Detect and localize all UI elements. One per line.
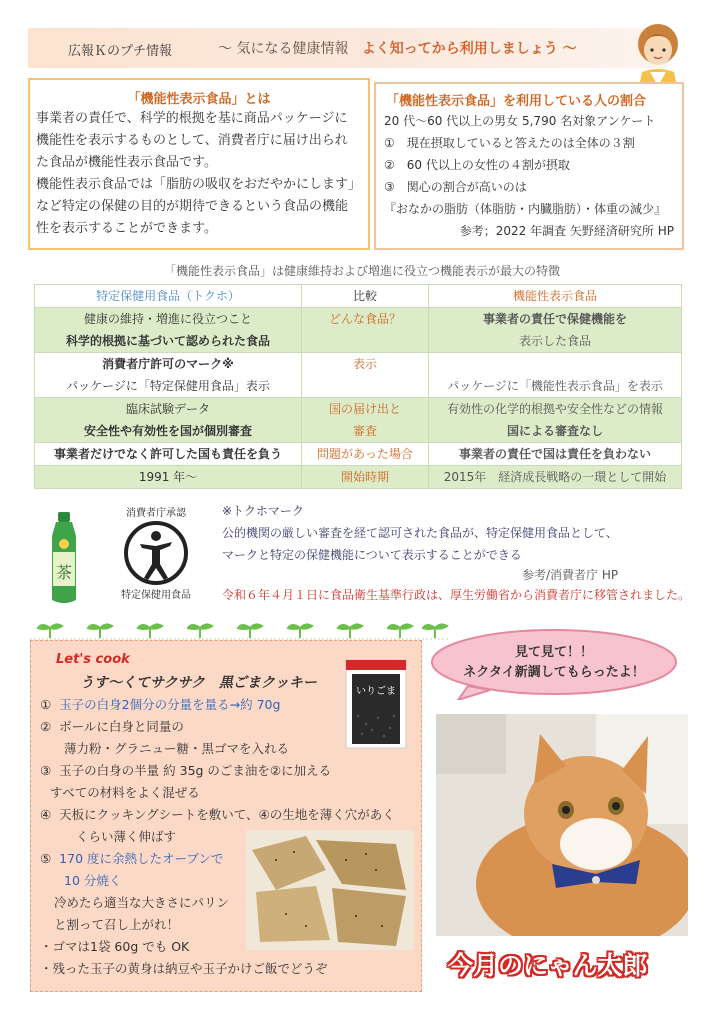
definition-line: 機能性表示食品では「脂肪の吸収をおだやかにします」 — [36, 177, 362, 192]
definition-line: 事業者の責任で、科学的根拠を基に商品パッケージに — [36, 111, 348, 126]
recipe-note: ・残った玉子の黄身は納豆や玉子かけご飯でどうぞ — [40, 961, 328, 976]
bubble-line-1: 見て見て！！ — [514, 645, 594, 660]
cookie-photo — [246, 830, 414, 950]
cell-tokuho: 消費者庁許可のマーク※ パッケージに「特定保健用食品」表示 — [35, 353, 302, 398]
definition-line: 性を表示することができます。 — [36, 221, 217, 236]
recipe-tail: 冷めたら適当な大きさにパリン — [54, 895, 230, 910]
definition-line: 機能性を表示するものとして、消費者庁に届け出られ — [36, 133, 348, 148]
cat-photo — [436, 714, 688, 936]
recipe-step-2-cont: 薄力粉・グラニュー糖・黒ゴマを入れる — [64, 741, 290, 756]
table-header-row — [35, 285, 682, 308]
table-row — [35, 353, 682, 398]
banner-headline-b: よく知ってから利用しましょう ～ — [361, 41, 577, 57]
recipe-step-2: ② ボールに白身と同量の — [40, 719, 184, 734]
usage-line: ③ 関心の割合が高いのは — [384, 180, 527, 194]
recipe-step-5: ⑤ 170 度に余熱したオーブンで — [40, 851, 224, 866]
cell-compare: 問題があった場合 — [302, 443, 429, 466]
bottle-label: 茶 — [55, 563, 73, 582]
recipe-step-4: ④ 天板にクッキングシートを敷いて、④の生地を薄く穴があく — [40, 807, 395, 822]
recipe-step-5-cont: 10 分焼く — [64, 873, 122, 888]
table-row — [35, 308, 682, 353]
recipe-step-3: ③ 玉子の白身の半量 約 35g のごま油を②に加える — [40, 763, 332, 778]
cat-corner-title: 今月のにゃん太郎 — [448, 951, 648, 980]
definition-line: など特定の保健の目的が期待できるという食品の機能 — [36, 199, 349, 214]
tokuho-reference: 参考/消費者庁 HP — [522, 568, 619, 582]
mark-bottom-text: 特定保健用食品 — [121, 590, 191, 600]
banner-headline-a: ～ 気になる健康情報 — [218, 41, 349, 57]
cell-compare: 国の届け出と 審査 — [302, 398, 429, 443]
usage-line: 20 代～60 代以上の男女 5,790 名対象アンケート — [384, 114, 656, 128]
cell-functional: 2015年 経済成長戦略の一環として開始 — [429, 466, 682, 489]
bubble-line-2: ネクタイ新調してもらったよ！ — [463, 665, 645, 680]
cell-tokuho: 1991 年～ — [35, 466, 302, 489]
cell-compare: 開始時期 — [302, 466, 429, 489]
tea-bottle-icon — [44, 512, 84, 604]
usage-line: 『おなかの脂肪（体脂肪・内臓脂肪）・体重の減少』 — [384, 202, 667, 216]
transfer-notice: 令和６年４月１日に食品衛生基準行政は、厚生労働省から消費者庁に移管されました。 — [222, 588, 691, 602]
speech-bubble — [428, 628, 680, 700]
banner-label: 広報Ｋのプチ情報 — [68, 44, 173, 59]
lets-cook-label: Let's cook — [56, 652, 130, 667]
recipe-step-4-cont: くらい薄く伸ばす — [76, 829, 177, 844]
recipe-tail: と割って召し上がれ！ — [54, 917, 180, 932]
recipe-step-3-cont: すべての材料をよく混ぜる — [50, 785, 200, 800]
header-tokuho: 特定保健用食品（トクホ） — [35, 285, 302, 308]
cell-compare: 表示 — [302, 353, 429, 398]
tokuho-note-line: マークと特定の保健機能について表示することができる — [222, 548, 522, 562]
usage-line: ① 現在摂取していると答えたのは全体の３割 — [384, 136, 635, 150]
mark-top-text: 消費者庁承認 — [126, 508, 186, 519]
cell-compare: どんな食品？ — [302, 308, 429, 353]
table-row — [35, 398, 682, 443]
cell-functional: パッケージに「機能性表示食品」を表示 — [429, 353, 682, 398]
table-row — [35, 466, 682, 489]
definition-line: た食品が機能性表示食品です。 — [36, 155, 217, 170]
recipe-step-1: ① 玉子の白身2個分の分量を量る→約 70g — [40, 697, 281, 712]
definition-text — [36, 108, 362, 240]
header-compare: 比較 — [302, 285, 429, 308]
header-functional: 機能性表示食品 — [429, 285, 682, 308]
cell-functional: 事業者の責任で保健機能を 表示した食品 — [429, 308, 682, 353]
table-caption: 「機能性表示食品」は健康維持および増進に役立つ機能表示が最大の特徴 — [163, 264, 560, 278]
cell-tokuho: 健康の維持・増進に役立つこと 科学的根拠に基づいて認められた食品 — [35, 308, 302, 353]
recipe-title: うす～くてサクサク 黒ごまクッキー — [80, 675, 317, 691]
usage-reference: 参考；2022 年調査 矢野経済研究所 HP — [459, 224, 674, 238]
definition-box — [28, 78, 370, 250]
tokuho-note — [222, 500, 692, 566]
usage-text — [384, 110, 674, 242]
sprout-divider-icon — [30, 618, 450, 640]
tokuho-mark-icon — [110, 506, 202, 600]
table-row — [35, 443, 682, 466]
cell-tokuho: 事業者だけでなく許可した国も責任を負う — [35, 443, 302, 466]
cell-functional: 有効性の化学的根拠や安全性などの情報 国による審査なし — [429, 398, 682, 443]
comparison-table — [34, 284, 682, 489]
cell-tokuho: 臨床試験データ 安全性や有効性を国が個別審査 — [35, 398, 302, 443]
usage-line: ② 60 代以上の女性の４割が摂取 — [384, 158, 570, 172]
recipe-note: ・ゴマは1袋 60g でも OK — [40, 939, 190, 954]
definition-title: 「機能性表示食品」とは — [127, 92, 271, 107]
banner-headline — [218, 38, 577, 58]
usage-box — [374, 82, 684, 250]
usage-title: 「機能性表示食品」を利用している人の割合 — [386, 94, 647, 109]
tokuho-note-title: ※トクホマーク — [222, 504, 304, 518]
pack-label: いりごま — [356, 686, 396, 697]
cell-functional: 事業者の責任で国は責任を負わない — [429, 443, 682, 466]
tokuho-note-line: 公的機関の厳しい審査を経て認可された食品が、特定保健用食品として、 — [222, 526, 618, 540]
